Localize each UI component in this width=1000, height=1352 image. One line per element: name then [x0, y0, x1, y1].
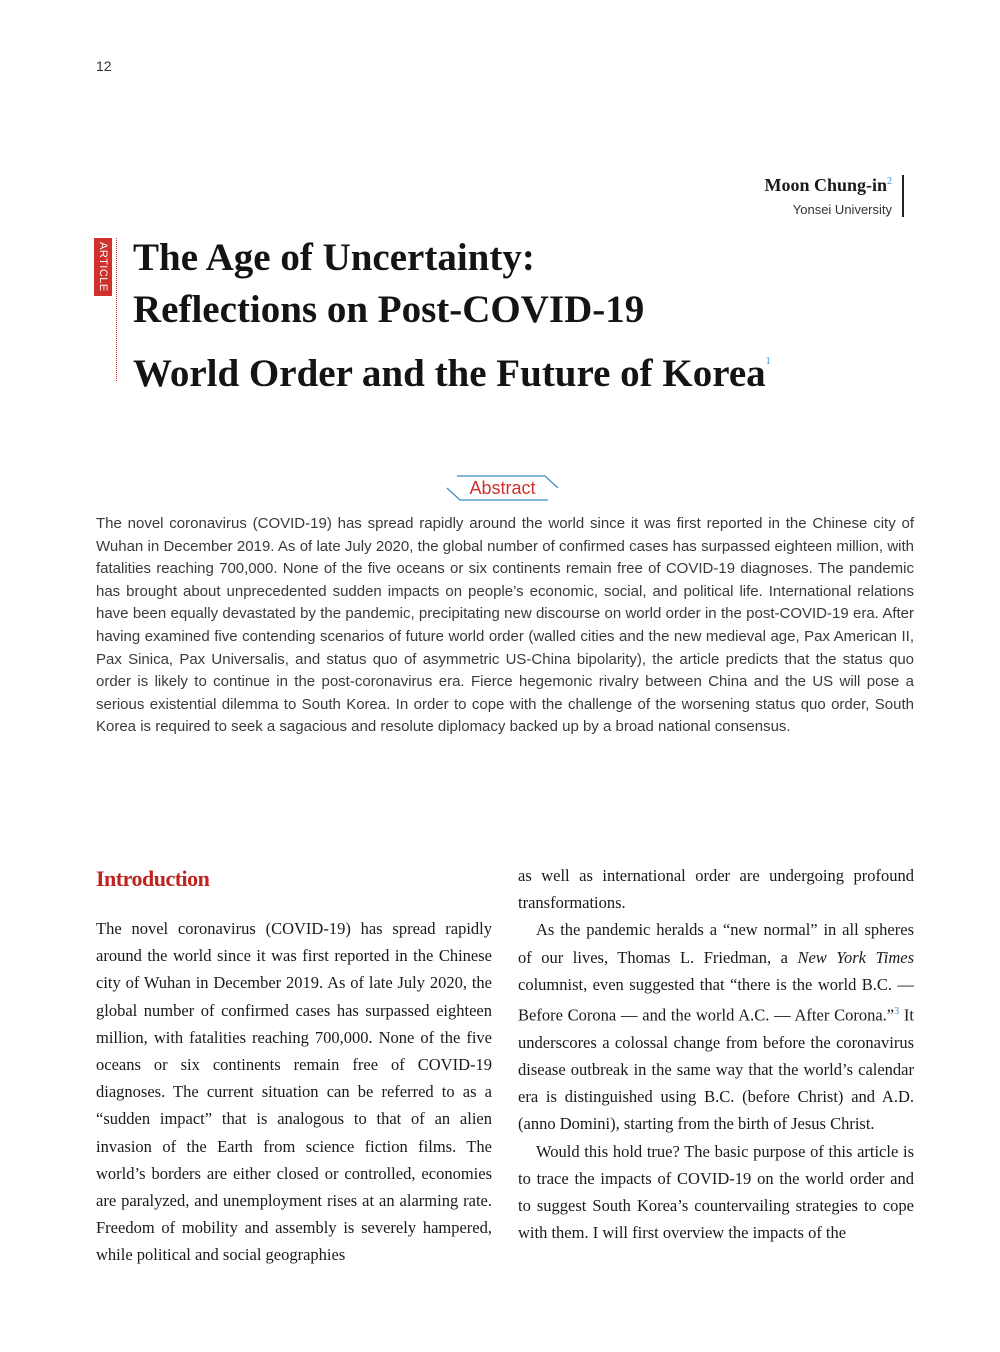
p2-footnote-marker[interactable]: 3	[894, 1006, 900, 1018]
article-tag: ARTICLE	[94, 238, 112, 296]
abstract-text: The novel coronavirus (COVID-19) has spread rapidly around the world since it was first reported in the Chinese city of Wuhan in December 2019. As of late July 2020, the global number of confirmed cases has surpassed eighteen million, with fatalities reaching 700,000. None of the five oceans or six continents remain free of COVID-19 diagnoses. The pandemic has brought about unprecedented sudden impacts on people’s economic, social, and political life. International relations have been equally devastated by the pandemic, precipitating new discourse on world order in the post-COVID-19 era. After having examined five contending scenarios of future world order (walled cities and the new medieval age, Pax American II, Pax Sinica, Pax Universalis, and status quo of asymmetric US-China bipolarity), the article predicts that the status quo order is likely to continue in the post-coronavirus era. Fierce hegemonic rivalry between China and the US will pose a serious existential dilemma to South Korea. In order to cope with the challenge of the worsening status quo order, South Korea is required to seek a sagacious and resolute diplomacy backed up by a broad national consensus.	[96, 515, 914, 736]
abstract-heading	[445, 474, 560, 502]
p2-newspaper-name: New York Times	[797, 947, 914, 967]
body-left-column	[96, 862, 492, 1269]
author-footnote-marker[interactable]: 2	[887, 176, 892, 187]
p2-text-2: columnist, even suggested that “there is the world B.C. — Before Corona — and the world A.C. — After Corona.”	[518, 974, 914, 1025]
title-line-2: Reflections on Post-COVID-19	[133, 288, 645, 331]
introduction-heading: Introduction	[96, 866, 210, 891]
intro-paragraph-1-continued: as well as international order are undergoing profound transformations.	[518, 866, 914, 913]
intro-paragraph-2	[518, 916, 914, 1137]
body-right-column	[518, 862, 914, 1246]
abstract-heading-label: Abstract	[469, 478, 536, 498]
page-number: 12	[96, 58, 112, 74]
intro-paragraph-3: Would this hold true? The basic purpose of this article is to trace the impacts of COVID-19 on the world order and to suggest South Korea’s countervailing strategies to cope with them. I will first overview the impacts of the	[518, 1141, 914, 1243]
author-name	[764, 175, 892, 196]
p2-text-3: It underscores a colossal change from before the coronavirus disease outbreak in the same way that the world’s calendar era is distinguished using B.C. (before Christ) and A.D. (anno Domini), starting from the birth of Jesus Christ.	[518, 1005, 914, 1134]
p2-text-1: As the pandemic heralds a “new normal” in all spheres of our lives, Thomas L. Friedman, a	[518, 920, 914, 967]
article-title	[133, 232, 893, 400]
title-line-1: The Age of Uncertainty:	[133, 236, 535, 279]
intro-paragraph-1: The novel coronavirus (COVID-19) has spread rapidly around the world since it was first reported in the Chinese city of Wuhan in December 2019. As of late July 2020, the global number of confirmed cases has surpassed eighteen million, with fatalities reaching 700,000. None of the five oceans or six continents remain free of COVID-19 diagnoses. The current situation can be referred to as a “sudden impact” that is analogous to that of an alien invasion of the Earth from science fiction films. The world’s borders are either closed or controlled, economies are paralyzed, and unemployment rises at an alarming rate. Freedom of mobility and assembly is severely hampered, while political and social geographies	[96, 919, 492, 1265]
author-block	[764, 175, 904, 217]
author-affiliation: Yonsei University	[792, 202, 892, 217]
title-footnote-marker[interactable]: 1	[765, 356, 771, 367]
author-name-text: Moon Chung-in	[764, 175, 887, 195]
title-line-3: World Order and the Future of Korea	[133, 352, 766, 395]
title-dotted-rule	[116, 238, 117, 381]
